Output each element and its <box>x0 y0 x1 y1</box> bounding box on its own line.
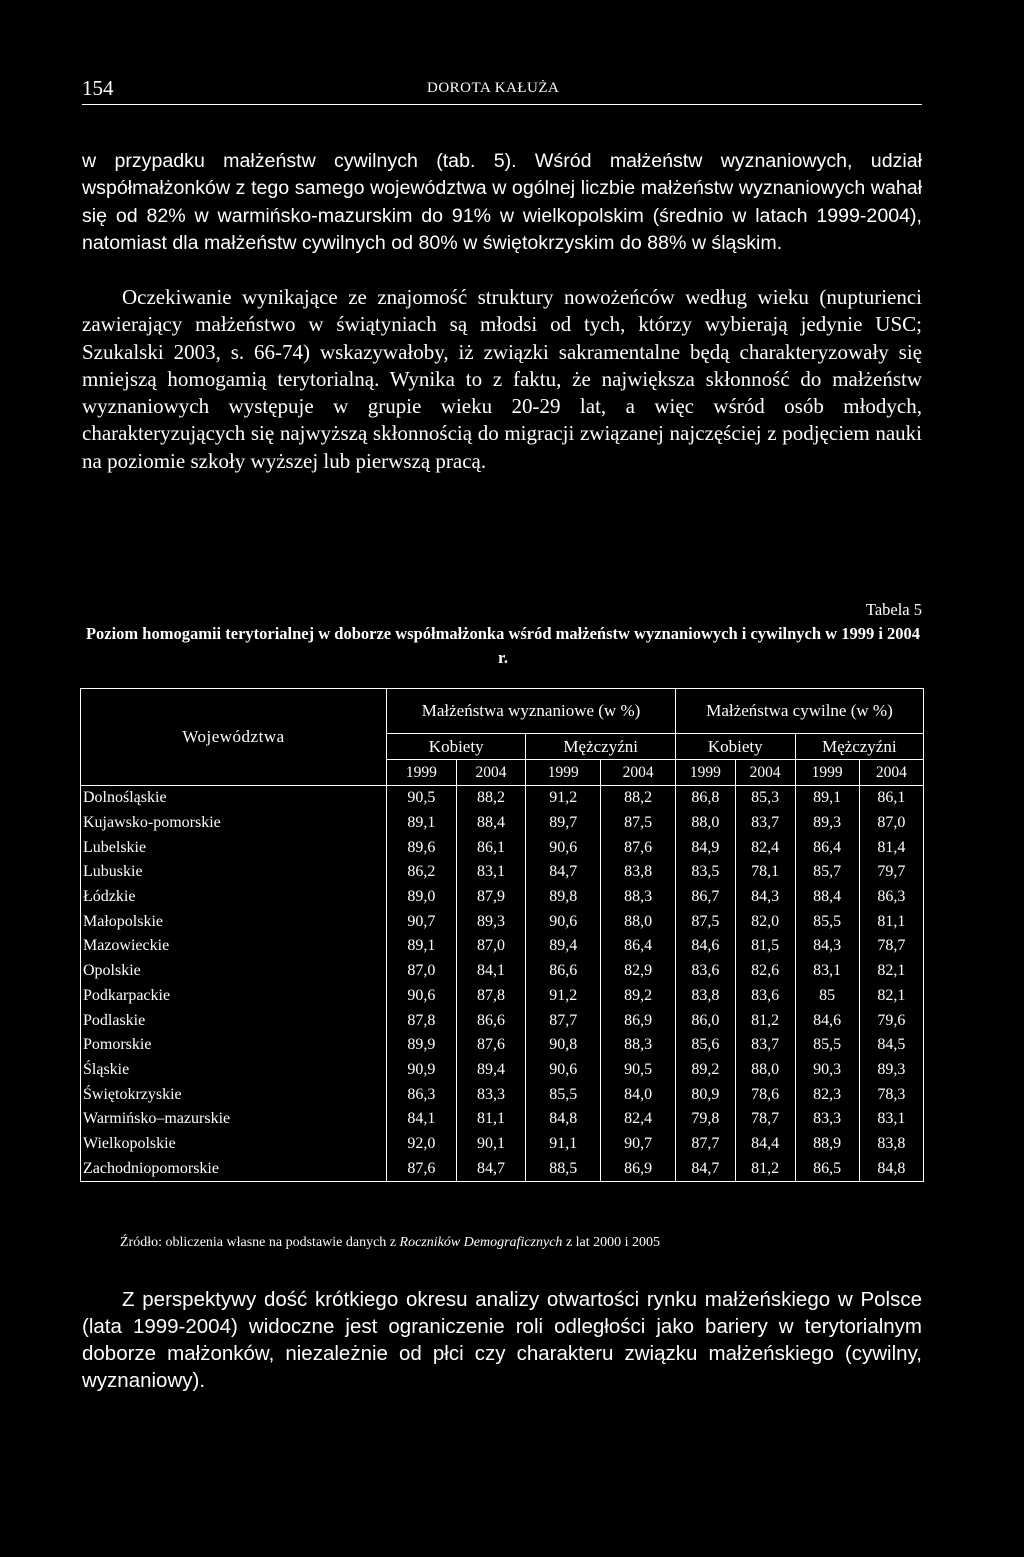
table-cell: 82,3 <box>795 1082 859 1107</box>
table-cell: 83,7 <box>735 1033 795 1058</box>
table-cell: 91,1 <box>526 1132 601 1157</box>
paragraph-1 <box>82 148 922 257</box>
table-cell: 85,7 <box>795 860 859 885</box>
table-row <box>81 1156 924 1181</box>
header-women-civil: Kobiety <box>676 734 796 760</box>
region-name: Świętokrzyskie <box>81 1082 387 1107</box>
table-cell: 84,0 <box>601 1082 676 1107</box>
table-row <box>81 1107 924 1132</box>
table-cell: 82,1 <box>859 959 923 984</box>
table-cell: 87,7 <box>526 1008 601 1033</box>
table-cell: 92,0 <box>387 1132 457 1157</box>
table-cell: 90,5 <box>601 1058 676 1083</box>
header-year: 2004 <box>456 760 526 786</box>
table-cell: 91,2 <box>526 786 601 811</box>
table-cell: 83,1 <box>795 959 859 984</box>
table-cell: 89,0 <box>387 885 457 910</box>
table-cell: 89,2 <box>676 1058 736 1083</box>
table-cell: 83,8 <box>676 984 736 1009</box>
table-cell: 89,1 <box>387 811 457 836</box>
header-year: 1999 <box>387 760 457 786</box>
table-cell: 86,4 <box>601 934 676 959</box>
table-cell: 83,1 <box>456 860 526 885</box>
table-cell: 84,1 <box>456 959 526 984</box>
table-cell: 83,1 <box>859 1107 923 1132</box>
table-cell: 86,9 <box>601 1008 676 1033</box>
table-row <box>81 984 924 1009</box>
table-cell: 90,3 <box>795 1058 859 1083</box>
table-cell: 78,7 <box>859 934 923 959</box>
table-cell: 79,6 <box>859 1008 923 1033</box>
table-cell: 86,4 <box>795 835 859 860</box>
table-cell: 89,6 <box>387 835 457 860</box>
header-group-religious: Małżeństwa wyznaniowe (w %) <box>387 689 676 734</box>
table-cell: 83,8 <box>601 860 676 885</box>
table-cell: 88,5 <box>526 1156 601 1181</box>
table-cell: 88,4 <box>795 885 859 910</box>
page-header <box>82 72 922 106</box>
table-cell: 86,9 <box>601 1156 676 1181</box>
table-cell: 89,1 <box>387 934 457 959</box>
table-cell: 86,1 <box>859 786 923 811</box>
table-cell: 84,8 <box>526 1107 601 1132</box>
region-name: Lubuskie <box>81 860 387 885</box>
table-cell: 86,3 <box>859 885 923 910</box>
table-cell: 87,6 <box>387 1156 457 1181</box>
table-cell: 82,6 <box>735 959 795 984</box>
table-cell: 79,8 <box>676 1107 736 1132</box>
table-cell: 86,7 <box>676 885 736 910</box>
table-cell: 85,5 <box>526 1082 601 1107</box>
header-rule <box>82 104 922 105</box>
table-cell: 78,1 <box>735 860 795 885</box>
table-cell: 89,3 <box>456 909 526 934</box>
table-cell: 89,8 <box>526 885 601 910</box>
header-region: Województwa <box>81 689 387 786</box>
table-cell: 82,9 <box>601 959 676 984</box>
table-cell: 84,9 <box>676 835 736 860</box>
table-cell: 87,7 <box>676 1132 736 1157</box>
table-cell: 80,9 <box>676 1082 736 1107</box>
region-name: Lubelskie <box>81 835 387 860</box>
header-year: 1999 <box>795 760 859 786</box>
table-cell: 83,3 <box>795 1107 859 1132</box>
table-body <box>81 786 924 1182</box>
table-cell: 86,3 <box>387 1082 457 1107</box>
table-cell: 86,5 <box>795 1156 859 1181</box>
table-cell: 89,4 <box>526 934 601 959</box>
table-cell: 89,3 <box>795 811 859 836</box>
table-cell: 84,6 <box>795 1008 859 1033</box>
table-cell: 82,4 <box>601 1107 676 1132</box>
table-row <box>81 811 924 836</box>
table-cell: 90,6 <box>526 909 601 934</box>
table-cell: 88,0 <box>601 909 676 934</box>
table-cell: 78,6 <box>735 1082 795 1107</box>
table-cell: 87,8 <box>456 984 526 1009</box>
table-cell: 89,1 <box>795 786 859 811</box>
table-cell: 91,2 <box>526 984 601 1009</box>
table-cell: 85,5 <box>795 909 859 934</box>
table-cell: 84,5 <box>859 1033 923 1058</box>
table-row <box>81 909 924 934</box>
table-cell: 90,8 <box>526 1033 601 1058</box>
table-cell: 83,6 <box>735 984 795 1009</box>
table-cell: 86,8 <box>676 786 736 811</box>
table-cell: 87,0 <box>456 934 526 959</box>
table-cell: 81,2 <box>735 1156 795 1181</box>
table-cell: 90,7 <box>387 909 457 934</box>
table-cell: 88,2 <box>601 786 676 811</box>
table-cell: 86,1 <box>456 835 526 860</box>
table-cell: 87,6 <box>601 835 676 860</box>
header-group-civil: Małżeństwa cywilne (w %) <box>676 689 924 734</box>
table-row <box>81 959 924 984</box>
region-name: Kujawsko-pomorskie <box>81 811 387 836</box>
source-italic: Roczników Demograficznych <box>399 1235 563 1250</box>
table-cell: 81,1 <box>456 1107 526 1132</box>
source-prefix: Źródło: obliczenia własne na podstawie danych z <box>120 1235 400 1250</box>
header-women-religious: Kobiety <box>387 734 526 760</box>
table-cell: 84,7 <box>456 1156 526 1181</box>
table-cell: 83,8 <box>859 1132 923 1157</box>
table-cell: 86,6 <box>526 959 601 984</box>
table-cell: 90,6 <box>526 835 601 860</box>
data-table <box>80 688 924 1182</box>
table-cell: 87,9 <box>456 885 526 910</box>
header-year: 1999 <box>526 760 601 786</box>
table-cell: 81,4 <box>859 835 923 860</box>
table-cell: 84,4 <box>735 1132 795 1157</box>
table-cell: 90,7 <box>601 1132 676 1157</box>
table-cell: 88,4 <box>456 811 526 836</box>
paragraph-2-text: Oczekiwanie wynikające ze znajomość struktury nowożeńców według wieku (nupturienci zawierający małżeństwo w świątyniach są młodsi od tych, którzy wybierają jedynie USC; Szukalski 2003, s. 66-74) wskazywałoby, iż związki sakramentalne będą charakteryzowały się mniejszą homogamią terytorialną. Wynika to z faktu, że największa skłonność do małżeństw wyznaniowych występuje w grupie wieku 20-29 lat, a więc wśród osób młodych, charakteryzujących się najwyższą skłonnością do migracji związanej najczęściej z podjęciem nauki na poziomie szkoły wyższej lub pierwszą pracą. <box>82 285 922 473</box>
table-cell: 85,6 <box>676 1033 736 1058</box>
table-cell: 78,3 <box>859 1082 923 1107</box>
table-row <box>81 1008 924 1033</box>
table-cell: 84,3 <box>735 885 795 910</box>
table-cell: 88,3 <box>601 885 676 910</box>
table-cell: 87,6 <box>456 1033 526 1058</box>
region-name: Pomorskie <box>81 1033 387 1058</box>
table-cell: 89,3 <box>859 1058 923 1083</box>
region-name: Opolskie <box>81 959 387 984</box>
table-cell: 86,0 <box>676 1008 736 1033</box>
table-cell: 90,6 <box>387 984 457 1009</box>
region-name: Podkarpackie <box>81 984 387 1009</box>
page-number: 154 <box>82 76 114 100</box>
table-cell: 84,3 <box>795 934 859 959</box>
table-cell: 88,0 <box>676 811 736 836</box>
table-row <box>81 1132 924 1157</box>
source-suffix: z lat 2000 i 2005 <box>562 1235 661 1250</box>
region-name: Mazowieckie <box>81 934 387 959</box>
region-name: Śląskie <box>81 1058 387 1083</box>
table-row <box>81 835 924 860</box>
header-year: 2004 <box>859 760 923 786</box>
table-cell: 86,2 <box>387 860 457 885</box>
header-year: 2004 <box>735 760 795 786</box>
table-cell: 87,5 <box>676 909 736 934</box>
table-cell: 79,7 <box>859 860 923 885</box>
region-name: Zachodniopomorskie <box>81 1156 387 1181</box>
table-cell: 84,7 <box>676 1156 736 1181</box>
header-year: 1999 <box>676 760 736 786</box>
paragraph-1-text: w przypadku małżeństw cywilnych (tab. 5). Wśród małżeństw wyznaniowych, udział współmałżonków z tego samego województwa w ogólnej liczbie małżeństw wyznaniowych wahał się od 82% w warmińsko-mazurskim do 91% w wielkopolskim (średnio w latach 1999-2004), natomiast dla małżeństw cywilnych od 80% w świętokrzyskim do 88% w śląskim. <box>82 150 922 254</box>
table-cell: 84,6 <box>676 934 736 959</box>
table-cell: 87,5 <box>601 811 676 836</box>
table-cell: 85,5 <box>795 1033 859 1058</box>
table-label: Tabela 5 <box>865 600 922 619</box>
table-cell: 81,2 <box>735 1008 795 1033</box>
region-name: Podlaskie <box>81 1008 387 1033</box>
table-row <box>81 1082 924 1107</box>
table-cell: 81,1 <box>859 909 923 934</box>
table-row <box>81 1033 924 1058</box>
table-cell: 81,5 <box>735 934 795 959</box>
table-cell: 90,5 <box>387 786 457 811</box>
paragraph-2 <box>82 284 922 475</box>
table-cell: 83,7 <box>735 811 795 836</box>
header-men-civil: Mężczyźni <box>795 734 923 760</box>
table-cell: 90,9 <box>387 1058 457 1083</box>
table-cell: 83,5 <box>676 860 736 885</box>
table-cell: 84,1 <box>387 1107 457 1132</box>
table-cell: 85 <box>795 984 859 1009</box>
table-source <box>120 1235 660 1251</box>
region-name: Dolnośląskie <box>81 786 387 811</box>
table-cell: 88,2 <box>456 786 526 811</box>
region-name: Małopolskie <box>81 909 387 934</box>
table-cell: 89,7 <box>526 811 601 836</box>
table-cell: 83,3 <box>456 1082 526 1107</box>
table-cell: 88,3 <box>601 1033 676 1058</box>
table-cell: 83,6 <box>676 959 736 984</box>
region-name: Łódzkie <box>81 885 387 910</box>
table-row <box>81 885 924 910</box>
table-cell: 78,7 <box>735 1107 795 1132</box>
table-cell: 89,9 <box>387 1033 457 1058</box>
table-cell: 88,0 <box>735 1058 795 1083</box>
table-cell: 85,3 <box>735 786 795 811</box>
table-cell: 86,6 <box>456 1008 526 1033</box>
table-cell: 87,0 <box>387 959 457 984</box>
table-cell: 90,6 <box>526 1058 601 1083</box>
table-cell: 90,1 <box>456 1132 526 1157</box>
table-cell: 89,4 <box>456 1058 526 1083</box>
table-title: Poziom homogamii terytorialnej w doborze współmałżonka wśród małżeństw wyznaniowych i cywilnych w 1999 i 2004 r. <box>85 624 921 667</box>
table-row <box>81 1058 924 1083</box>
header-men-religious: Mężczyźni <box>526 734 676 760</box>
paragraph-3-text: Z perspektywy dość krótkiego okresu analizy otwartości rynku małżeńskiego w Polsce (lata 1999-2004) widoczne jest ograniczenie roli odległości jako bariery w terytorialnym doborze małżonków, niezależnie od płci czy charakteru związku małżeńskiego (cywilny, wyznaniowy). <box>82 1288 922 1392</box>
table-cell: 87,0 <box>859 811 923 836</box>
table-cell: 89,2 <box>601 984 676 1009</box>
table-cell: 84,7 <box>526 860 601 885</box>
table-cell: 87,8 <box>387 1008 457 1033</box>
paragraph-3 <box>82 1286 922 1394</box>
region-name: Warmińsko–mazurskie <box>81 1107 387 1132</box>
table-cell: 82,0 <box>735 909 795 934</box>
table-row <box>81 786 924 811</box>
table-cell: 82,4 <box>735 835 795 860</box>
running-head: DOROTA KAŁUŻA <box>427 80 560 96</box>
table-row <box>81 934 924 959</box>
table-cell: 82,1 <box>859 984 923 1009</box>
region-name: Wielkopolskie <box>81 1132 387 1157</box>
table-row <box>81 860 924 885</box>
table-cell: 88,9 <box>795 1132 859 1157</box>
header-year: 2004 <box>601 760 676 786</box>
table-cell: 84,8 <box>859 1156 923 1181</box>
